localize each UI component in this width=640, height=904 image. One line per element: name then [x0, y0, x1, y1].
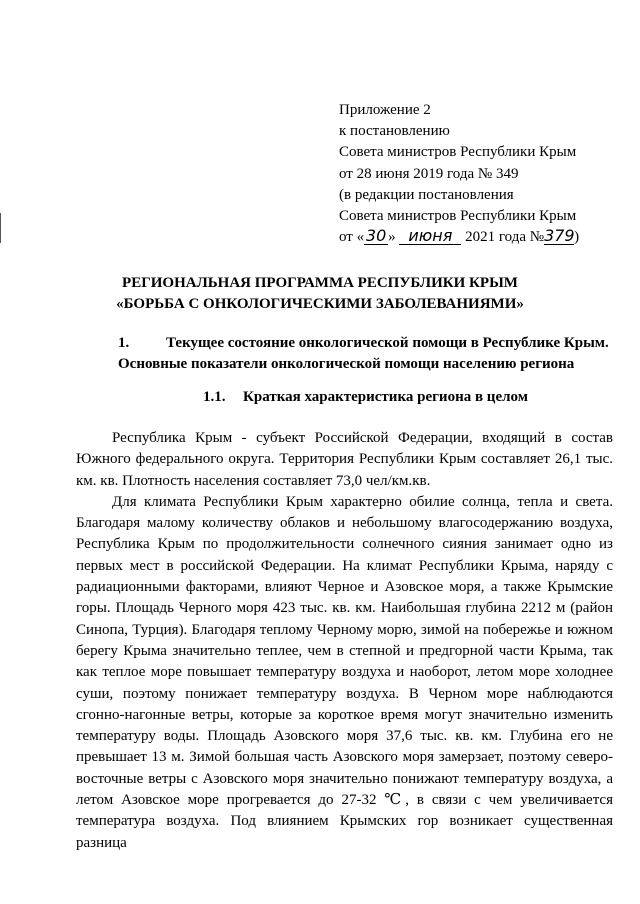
handwritten-day: 30: [365, 226, 387, 246]
body-text: [76, 428, 613, 854]
paragraph: Республика Крым - субъект Российской Федерации, входящий в состав Южного федерального округа. Территория Республики Крым составляет 26,1 тыс. км. кв. Плотность населения составляет 73,0 чел/км.кв.: [76, 430, 613, 489]
amend-prefix: от «: [339, 229, 365, 246]
section-1-1-heading: [203, 387, 528, 407]
amend-close: ): [574, 229, 580, 246]
appendix-header: [339, 100, 629, 248]
appendix-line: к постановлению: [339, 123, 450, 140]
program-title-line2: «БОРЬБА С ОНКОЛОГИЧЕСКИМИ ЗАБОЛЕВАНИЯМИ»: [116, 296, 524, 312]
scan-edge-mark: [0, 213, 1, 243]
amend-year: 2021 года №: [461, 229, 545, 246]
amend-mid: »: [388, 229, 400, 246]
handwritten-number: 379: [544, 226, 575, 246]
section-title: Текущее состояние онкологической помощи в Республике Крым.: [166, 335, 609, 351]
appendix-line: Приложение 2: [339, 102, 431, 118]
section-1-heading: [118, 333, 609, 353]
section-number: 1.: [118, 335, 130, 351]
program-title-line1: РЕГИОНАЛЬНАЯ ПРОГРАММА РЕСПУБЛИКИ КРЫМ: [122, 275, 518, 291]
section-number: 1.1.: [203, 389, 226, 405]
amendment-date-line: [339, 227, 629, 248]
paragraph: Для климата Республики Крым характерно обилие солнца, тепла и света. Благодаря малому количеству облаков и небольшому влагосодержанию воздуха, Республика Крым по продолжительности солнечного сияния занимает одно из первых мест в российской Федерации. На климат Республики Крыма, наряду с радиационными факторами, влияют Черное и Азовское моря, а также Крымские горы. Площадь Черного моря 423 тыс. кв. км. Наибольшая глубина 2212 м (район Синопа, Турция). Благодаря теплому Черному морю, зимой на побережье и южном берегу Крыма значительно теплее, чем в степной и предгорной части Крыма, так как теплое море повышает температуру воздуха и наоборот, летом море холоднее суши, поэтому понижает температуру воздуха. В Черном море наблюдаются сгонно-нагонные ветры, которые за короткое время могут значительно изменить температуру воды. Площадь Азовского моря 37,6 тыс. кв. км. Глубина его не превышает 13 м. Зимой большая часть Азовского моря замерзает, поэтому северо-восточные ветры с Азовского моря значительно понижают температуру воздуха, а летом Азовское море прогревается до 27-32 ℃, в связи с чем увеличивается температура воздуха. Под влиянием Крымских гор возникает существенная разница: [76, 493, 613, 851]
appendix-line: Совета министров Республики Крым: [339, 208, 577, 225]
appendix-line: Совета министров Республики Крым: [339, 144, 577, 161]
section-title: Краткая характеристика региона в целом: [243, 389, 528, 405]
appendix-line: от 28 июня 2019 года № 349: [339, 165, 519, 182]
appendix-line: (в редакции постановления: [339, 186, 514, 203]
section-1-heading-cont: Основные показатели онкологической помощи населению региона: [118, 356, 575, 372]
handwritten-month: июня: [399, 228, 461, 245]
